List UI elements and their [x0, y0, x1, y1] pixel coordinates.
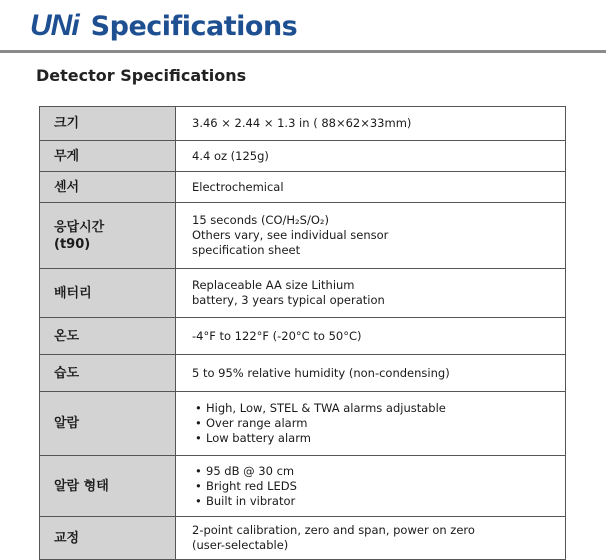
row-label-line: 응답시간 [54, 219, 105, 235]
table-row [40, 172, 566, 203]
table-row [40, 392, 566, 456]
row-value: Electrochemical [176, 172, 566, 203]
row-label-line: (t90) [54, 236, 91, 252]
spec-table [39, 106, 566, 560]
row-value [176, 517, 566, 560]
row-value [176, 392, 566, 456]
table-row [40, 318, 566, 355]
list-item: • High, Low, STEL & TWA alarms adjustable [192, 401, 565, 416]
table-row [40, 456, 566, 517]
row-value [176, 456, 566, 517]
row-value [176, 269, 566, 318]
table-row [40, 203, 566, 269]
row-label: 알람 형태 [40, 456, 176, 517]
value-line: 15 seconds (CO/H₂S/O₂) [192, 213, 329, 227]
row-value: 4.4 oz (125g) [176, 141, 566, 172]
value-line: specification sheet [192, 243, 301, 257]
table-row [40, 355, 566, 392]
bullet-list [192, 464, 565, 509]
list-item: • Built in vibrator [192, 494, 565, 509]
row-label: 온도 [40, 318, 176, 355]
row-label: 배터리 [40, 269, 176, 318]
table-row [40, 141, 566, 172]
value-line: (user-selectable) [192, 538, 289, 552]
row-label: 크기 [40, 107, 176, 141]
row-label: 습도 [40, 355, 176, 392]
row-label: 센서 [40, 172, 176, 203]
table-row [40, 107, 566, 141]
brand-logo: UNi [30, 9, 79, 42]
list-item: • Over range alarm [192, 416, 565, 431]
row-value: 3.46 × 2.44 × 1.3 in ( 88×62×33mm) [176, 107, 566, 141]
table-row [40, 517, 566, 560]
value-line: Others vary, see individual sensor [192, 228, 389, 242]
value-line: 2-point calibration, zero and span, power on zero [192, 523, 475, 537]
page-title: Specifications [90, 10, 298, 42]
row-label: 무게 [40, 141, 176, 172]
section-title: Detector Specifications [36, 66, 247, 85]
value-line: battery, 3 years typical operation [192, 293, 385, 307]
row-value: -4°F to 122°F (-20°C to 50°C) [176, 318, 566, 355]
list-item: • 95 dB @ 30 cm [192, 464, 565, 479]
row-value [176, 203, 566, 269]
row-label: 알람 [40, 392, 176, 456]
header-divider [0, 50, 606, 53]
value-line: Replaceable AA size Lithium [192, 278, 355, 292]
page-header [30, 6, 297, 46]
row-value: 5 to 95% relative humidity (non-condensing) [176, 355, 566, 392]
bullet-list [192, 401, 565, 446]
list-item: • Low battery alarm [192, 431, 565, 446]
row-label [40, 203, 176, 269]
table-row [40, 269, 566, 318]
row-label: 교정 [40, 517, 176, 560]
list-item: • Bright red LEDS [192, 479, 565, 494]
